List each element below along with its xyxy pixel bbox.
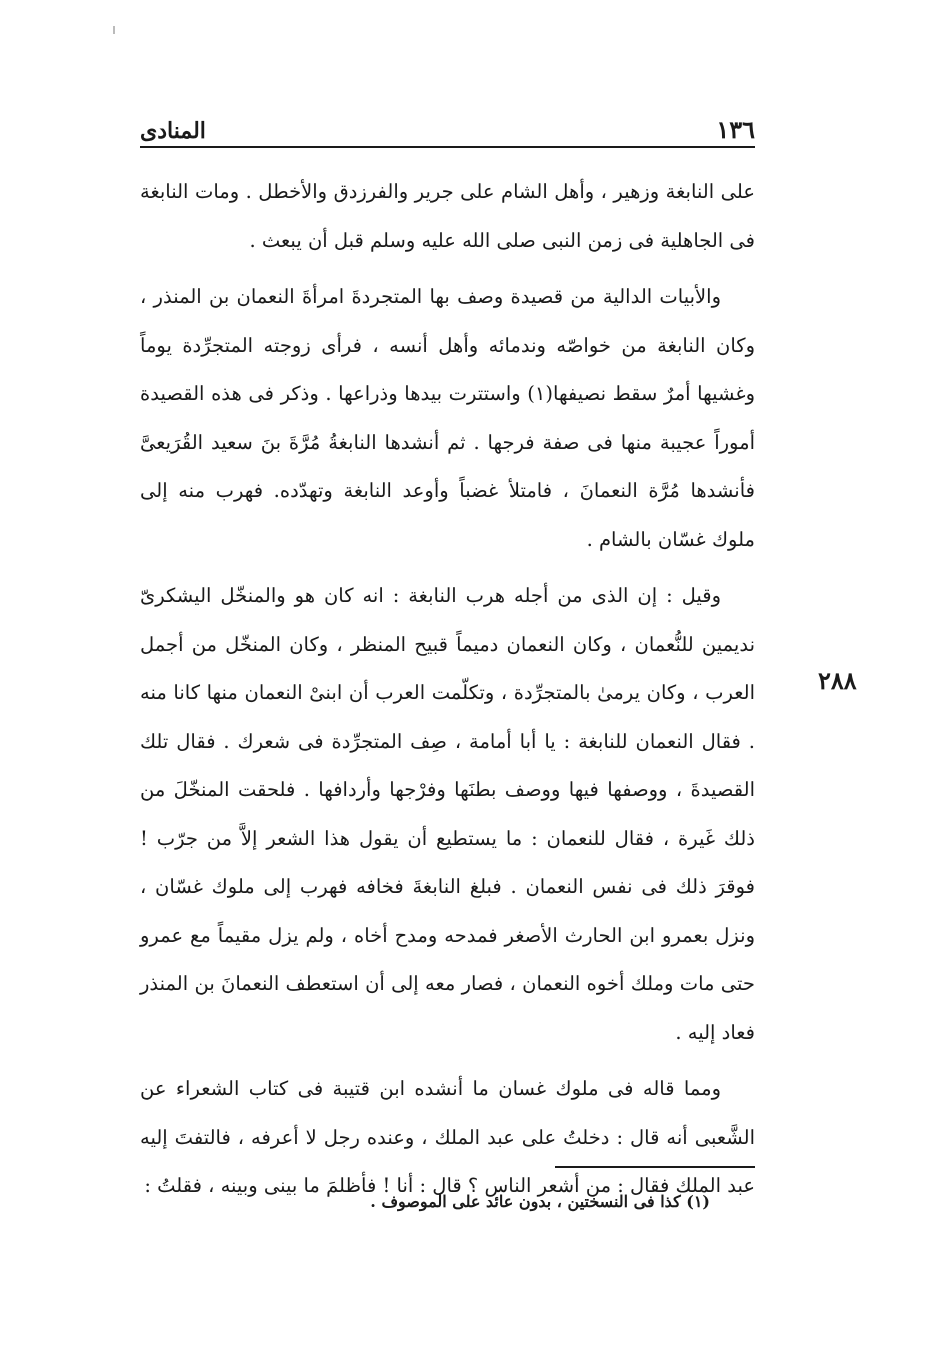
- margin-page-reference: ٢٨٨: [818, 666, 857, 695]
- paragraph: على النابغة وزهير ، وأهل الشام على جرير والفرزدق والأخطل . ومات النابغة فى الجاهلية فى زمن النبى صلى الله عليه وسلم قبل أن يبعث .: [140, 180, 755, 252]
- page-number: ١٣٦: [716, 115, 755, 144]
- paragraph: ومما قاله فى ملوك غسان ما أنشده ابن قتيبة فى كتاب الشعراء عن الشَّعبى أنه قال : دخلتُ على عبد الملك ، وعنده رجل لا أعرفه ، فالتفتَ إليه عبد الملك فقال : من أشعر الناس ؟ قال : أنا ! فأظلمَ ما بينى وبينه ، فقلتُ :: [140, 1077, 755, 1197]
- paragraph: والأبيات الدالية من قصيدة وصف بها المتجردةَ امرأةَ النعمان بن المنذر ، وكان النابغة من خواصّه وندمائه وأهل أنسه ، فرأى زوجته المتجرِّدة يوماً وغشيها أمرٌ سقط نصيفها(١) واستترت بيدها وذراعها . وذكر فى هذه القصيدة أموراً عجيبة منها فى صفة فرجها . ثم أنشدها النابغةُ مُرَّةَ بنَ سعيد القُرَيعىَّ فأنشدها مُرَّة النعمانَ ، فامتلأ غضباً وأوعد النابغة وتهدّده. فهرب منه إلى ملوك غسّان بالشام .: [140, 285, 755, 551]
- page-header: [140, 108, 755, 144]
- footnote-rule: [555, 1166, 755, 1168]
- footnote: (١) كذا فى النسختين ، بدون عائد على الموصوف .: [370, 1192, 710, 1211]
- paragraph: وقيل : إن الذى من أجله هرب النابغة : انه كان هو والمنخّل اليشكرىّ نديمين للنُّعمان ، وكان النعمان دميماً قبيح المنظر ، وكان المنخّل من أجمل العرب ، وكان يرمىٰ بالمتجرِّدة ، وتكلّمت العرب أن ابنىْ النعمان منها كانا منه . فقال النعمان للنابغة : يا أبا أمامة ، صِف المتجرِّدة فى شعرك . فقال تلك القصيدةَ ، ووصفها فيها ووصف بطنَها وفرْجها وأردافها . فلحقت المنخّلَ من ذلك غَيرة ، فقال للنعمان : ما يستطيع أن يقول هذا الشعر إلاَّ من جرّب ! فوقرَ ذلك فى نفس النعمان . فبلغ النابغةَ فخافه فهرب إلى ملوك غسّان ، ونزل بعمرو ابن الحارث الأصغر فمدحه ومدح أخاه ، ولم يزل مقيماً مع عمرو حتى مات وملك أخوه النعمان ، فصار معه إلى أن استعطف النعمانَ بن المنذر فعاد إليه .: [140, 584, 755, 1044]
- header-rule: [140, 146, 755, 148]
- body-text: [140, 168, 755, 1211]
- running-title: المنادى: [140, 118, 206, 144]
- scan-speck: [113, 26, 115, 34]
